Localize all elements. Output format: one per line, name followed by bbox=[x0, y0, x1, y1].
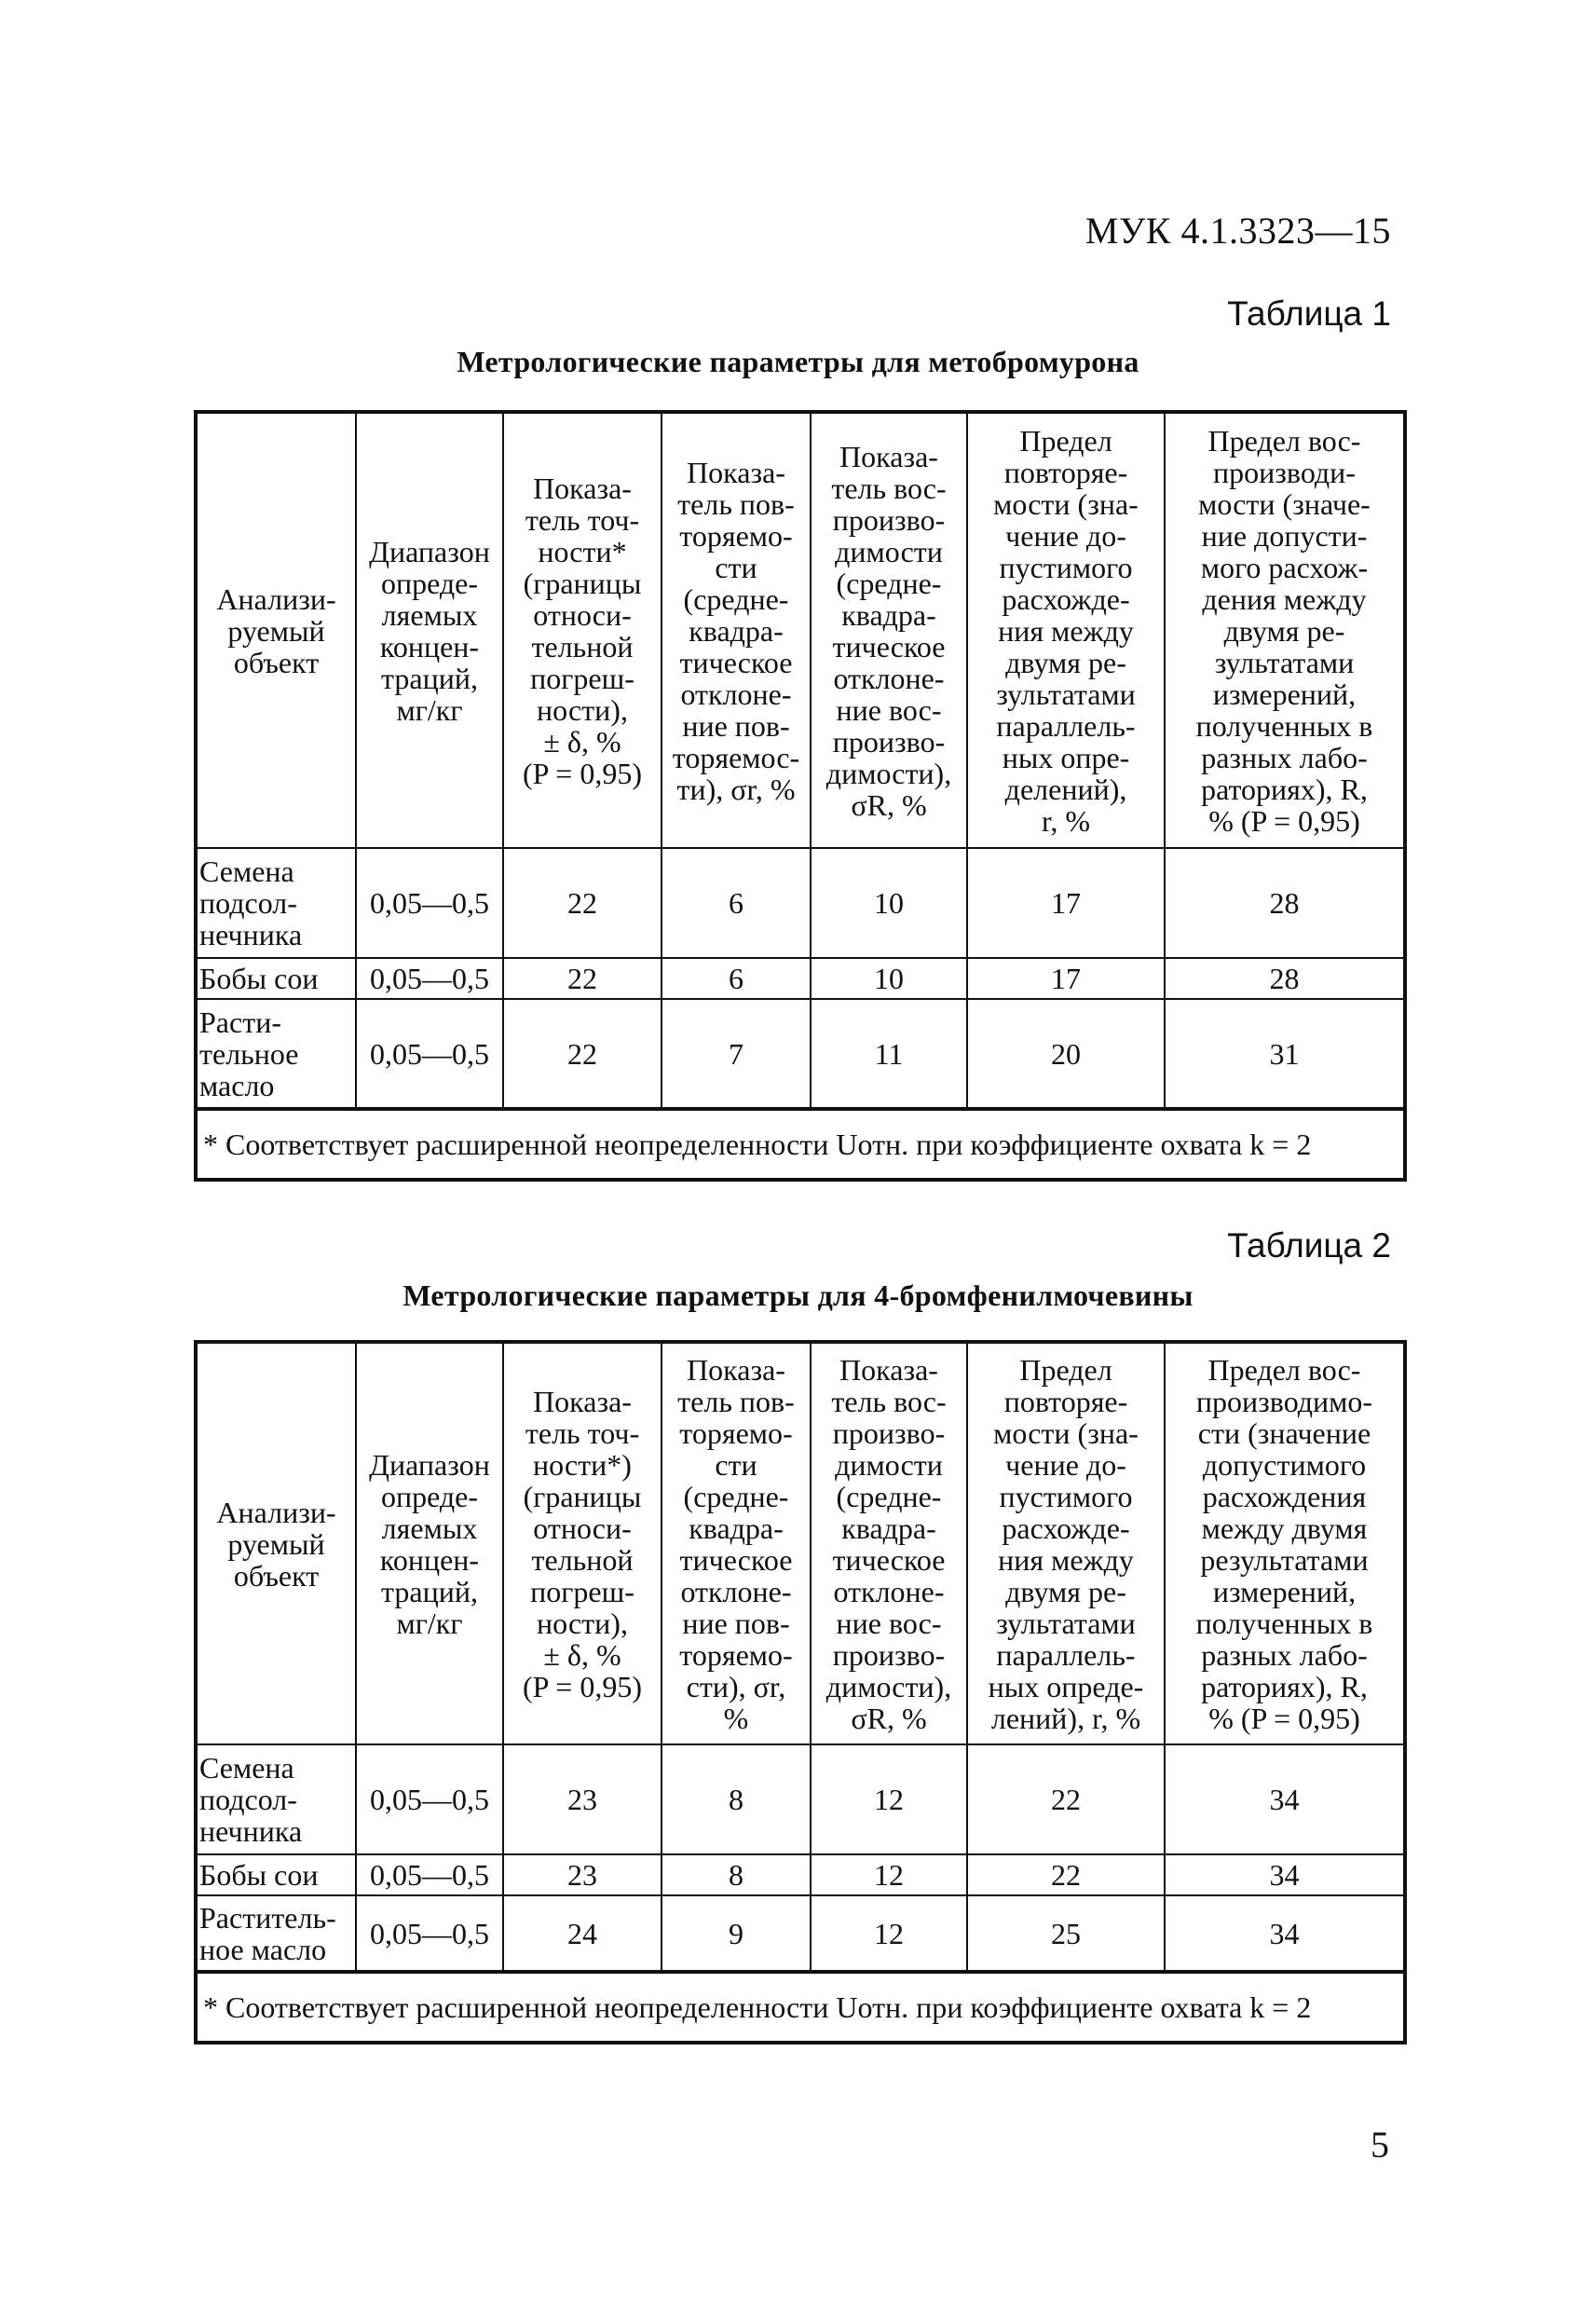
table1-header-range: Диапазон опреде- ляемых концен- траций, мг/кг bbox=[356, 412, 503, 848]
table2-cell-reproducibility: 12 bbox=[811, 1744, 967, 1854]
table2-cell-accuracy: 23 bbox=[503, 1854, 662, 1895]
table1-cell-repeatability-limit: 17 bbox=[967, 848, 1165, 958]
document-code: МУК 4.1.3323—15 bbox=[1084, 210, 1391, 252]
table1-cell-repeatability-limit: 20 bbox=[967, 999, 1165, 1109]
table1-cell-object: Расти- тельное масло bbox=[196, 999, 356, 1109]
table1-header-repeatability-limit: Предел повторяе- мости (зна- чение до- пустимого расхожде- ния между двумя ре- зультатами параллель- ных опре- делений), r, % bbox=[967, 412, 1165, 848]
table2-header-repeatability: Показа- тель пов- торяемо- сти (средне- квадра- тическое отклоне- ние пов- торяемо- сти), σr, % bbox=[662, 1342, 811, 1744]
table-row bbox=[196, 1895, 1405, 1972]
table2-header-reproducibility: Показа- тель вос- произво- димости (средне- квадра- тическое отклоне- ние вос- произво- димости), σR, % bbox=[811, 1342, 967, 1744]
table2-cell-range: 0,05—0,5 bbox=[356, 1744, 503, 1854]
table2-cell-range: 0,05—0,5 bbox=[356, 1895, 503, 1972]
table1-footnote: * Соответствует расширенной неопределенности Uотн. при коэффициенте охвата k = 2 bbox=[196, 1109, 1405, 1180]
table1-cell-repeatability: 6 bbox=[662, 848, 811, 958]
table2-number: Таблица 2 bbox=[1227, 1226, 1391, 1265]
table2-cell-repeatability-limit: 25 bbox=[967, 1895, 1165, 1972]
table2-cell-accuracy: 24 bbox=[503, 1895, 662, 1972]
table2 bbox=[194, 1340, 1407, 2044]
table1-number: Таблица 1 bbox=[1227, 294, 1391, 333]
table1-cell-repeatability: 7 bbox=[662, 999, 811, 1109]
table1-title: Метрологические параметры для метобромурона bbox=[457, 345, 1139, 378]
table1-cell-repeatability-limit: 17 bbox=[967, 958, 1165, 999]
table1-cell-range: 0,05—0,5 bbox=[356, 999, 503, 1109]
table2-cell-reproducibility-limit: 34 bbox=[1165, 1895, 1405, 1972]
table-row bbox=[196, 1744, 1405, 1854]
page-number: 5 bbox=[1371, 2124, 1389, 2166]
table1-cell-reproducibility-limit: 28 bbox=[1165, 958, 1405, 999]
table2-header-object: Анализи- руемый объект bbox=[196, 1342, 356, 1744]
table1-cell-reproducibility: 10 bbox=[811, 848, 967, 958]
table2-header-range: Диапазон опреде- ляемых концен- траций, мг/кг bbox=[356, 1342, 503, 1744]
table1-cell-accuracy: 22 bbox=[503, 958, 662, 999]
table1-header-accuracy: Показа- тель точ- ности* (границы относи- тельной погреш- ности), ± δ, % (P = 0,95) bbox=[503, 412, 662, 848]
table2-cell-repeatability: 8 bbox=[662, 1744, 811, 1854]
table1-cell-object: Семена подсол- нечника bbox=[196, 848, 356, 958]
table2-footnote: * Соответствует расширенной неопределенности Uотн. при коэффициенте охвата k = 2 bbox=[196, 1972, 1405, 2043]
table2-header-reproducibility-limit: Предел вос- производимо- сти (значение допустимого расхождения между двумя результатами измерений, полученных в разных лабо- раториях), R, % (P = 0,95) bbox=[1165, 1342, 1405, 1744]
table2-title: Метрологические параметры для 4-бромфенилмочевины bbox=[402, 1279, 1194, 1312]
table2-header-accuracy: Показа- тель точ- ности*) (границы относи- тельной погреш- ности), ± δ, % (P = 0,95) bbox=[503, 1342, 662, 1744]
table2-cell-object: Семена подсол- нечника bbox=[196, 1744, 356, 1854]
table2-footnote-row bbox=[196, 1972, 1405, 2043]
table1-cell-range: 0,05—0,5 bbox=[356, 848, 503, 958]
table1-header-row bbox=[196, 412, 1405, 848]
table1-cell-accuracy: 22 bbox=[503, 848, 662, 958]
table1 bbox=[194, 410, 1407, 1182]
table2-cell-object: Раститель- ное масло bbox=[196, 1895, 356, 1972]
table1-cell-repeatability: 6 bbox=[662, 958, 811, 999]
table2-header-row bbox=[196, 1342, 1405, 1744]
table2-cell-accuracy: 23 bbox=[503, 1744, 662, 1854]
table2-cell-repeatability-limit: 22 bbox=[967, 1744, 1165, 1854]
table1-cell-accuracy: 22 bbox=[503, 999, 662, 1109]
table1-cell-range: 0,05—0,5 bbox=[356, 958, 503, 999]
table1-footnote-row bbox=[196, 1109, 1405, 1180]
table-row bbox=[196, 999, 1405, 1109]
table-row bbox=[196, 1854, 1405, 1895]
table2-cell-reproducibility: 12 bbox=[811, 1895, 967, 1972]
table2-cell-reproducibility: 12 bbox=[811, 1854, 967, 1895]
table2-cell-object: Бобы сои bbox=[196, 1854, 356, 1895]
table2-cell-repeatability-limit: 22 bbox=[967, 1854, 1165, 1895]
table1-cell-reproducibility-limit: 31 bbox=[1165, 999, 1405, 1109]
table1-cell-reproducibility-limit: 28 bbox=[1165, 848, 1405, 958]
table2-cell-reproducibility-limit: 34 bbox=[1165, 1854, 1405, 1895]
table1-header-reproducibility: Показа- тель вос- произво- димости (средне- квадра- тическое отклоне- ние вос- произво- димости), σR, % bbox=[811, 412, 967, 848]
table-row bbox=[196, 848, 1405, 958]
table2-cell-repeatability: 9 bbox=[662, 1895, 811, 1972]
table1-cell-reproducibility: 11 bbox=[811, 999, 967, 1109]
table1-cell-reproducibility: 10 bbox=[811, 958, 967, 999]
table2-header-repeatability-limit: Предел повторяе- мости (зна- чение до- пустимого расхожде- ния между двумя ре- зультатами параллель- ных опреде- лений), r, % bbox=[967, 1342, 1165, 1744]
table-row bbox=[196, 958, 1405, 999]
table2-cell-repeatability: 8 bbox=[662, 1854, 811, 1895]
table2-cell-range: 0,05—0,5 bbox=[356, 1854, 503, 1895]
table1-cell-object: Бобы сои bbox=[196, 958, 356, 999]
table1-header-reproducibility-limit: Предел вос- производи- мости (значе- ние допусти- мого расхож- дения между двумя ре- зультатами измерений, полученных в разных лабо- раториях), R, % (P = 0,95) bbox=[1165, 412, 1405, 848]
table1-header-repeatability: Показа- тель пов- торяемо- сти (средне- квадра- тическое отклоне- ние пов- торяемос- ти), σr, % bbox=[662, 412, 811, 848]
table2-cell-reproducibility-limit: 34 bbox=[1165, 1744, 1405, 1854]
table1-header-object: Анализи- руемый объект bbox=[196, 412, 356, 848]
